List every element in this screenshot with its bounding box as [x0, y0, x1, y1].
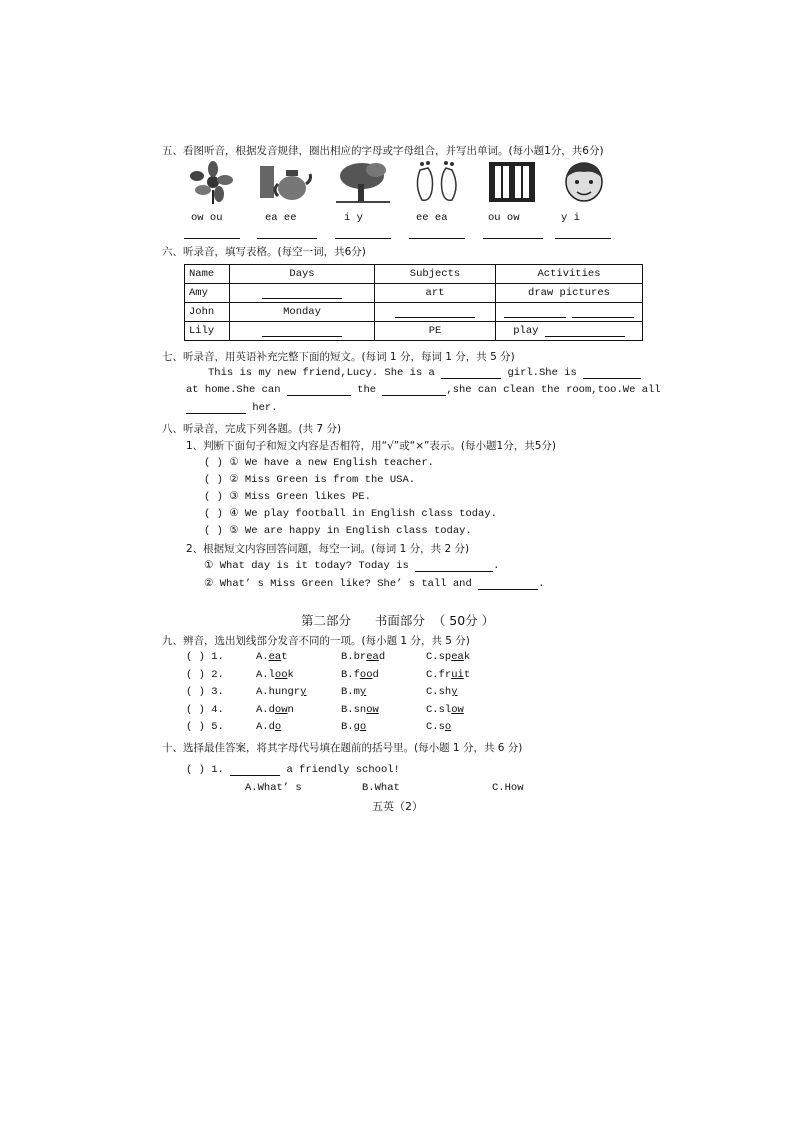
phonics-question-number[interactable]: ( ) 1.: [186, 651, 224, 663]
header-subjects: Subjects: [375, 265, 496, 284]
answer-line[interactable]: [483, 238, 543, 239]
phonics-option-b[interactable]: B.snow: [341, 704, 379, 716]
cell-day: Monday: [230, 303, 375, 322]
cell-activity: draw pictures: [496, 284, 643, 303]
option-tree: i y: [344, 212, 363, 224]
cell-blank[interactable]: [230, 284, 375, 303]
part-2-instruction: 2、根据短文内容回答问题，每空一词。(每词 1 分，共 2 分): [186, 543, 470, 555]
phonics-option-b[interactable]: B.my: [341, 686, 367, 698]
cell-name: Lily: [185, 322, 230, 341]
section-9-title: 九、辨音，选出划线部分发音不同的一项。(每小题 1 分，共 5 分): [162, 635, 470, 647]
info-table: [184, 264, 643, 341]
section-8-title: 八、听录音，完成下列各题。(共 7 分): [162, 423, 342, 435]
choice-option-a[interactable]: A.What’ s: [245, 782, 302, 794]
phonics-option-b[interactable]: B.food: [341, 669, 379, 681]
header-name: Name: [185, 265, 230, 284]
cell-subject: art: [375, 284, 496, 303]
header-days: Days: [230, 265, 375, 284]
judge-item[interactable]: ( ) ⑤ We are happy in English class today.: [204, 525, 472, 537]
section-5-title: 五、看图听音，根据发音规律，圈出相应的字母或字母组合，并写出单词。(每小题1分，共6分): [162, 145, 604, 157]
phonics-option-c[interactable]: C.speak: [426, 651, 471, 663]
child-face-icon: [557, 160, 611, 204]
tree-icon: [336, 160, 390, 204]
phonics-option-a[interactable]: A.eat: [256, 651, 288, 663]
phonics-option-a[interactable]: A.down: [256, 704, 294, 716]
passage-line-3: her.: [186, 402, 278, 414]
option-face: y i: [561, 212, 580, 224]
passage-line-1: This is my new friend,Lucy. She is a girl.She is: [208, 367, 641, 379]
feet-icon: [410, 160, 464, 204]
phonics-option-a[interactable]: A.look: [256, 669, 294, 681]
option-teapot: ea ee: [265, 212, 297, 224]
answer-question-2: ② What’ s Miss Green like? She’ s tall and .: [204, 578, 545, 590]
cell-subject: PE: [375, 322, 496, 341]
header-activities: Activities: [496, 265, 643, 284]
option-flower: ow ou: [191, 212, 223, 224]
part-2-heading: 第二部分 书面部分 （ 50分 ）: [301, 613, 495, 628]
phonics-option-a[interactable]: A.do: [256, 721, 282, 733]
part-1-instruction: 1、判断下面句子和短文内容是否相符，用“√”或“×”表示。(每小题1分，共5分): [186, 440, 556, 452]
choice-option-c[interactable]: C.How: [492, 782, 524, 794]
phonics-option-b[interactable]: B.go: [341, 721, 367, 733]
phonics-option-c[interactable]: C.shy: [426, 686, 458, 698]
choice-option-b[interactable]: B.What: [362, 782, 400, 794]
passage-line-2: at home.She can the ,she can clean the room,too.We all: [186, 384, 661, 396]
judge-item[interactable]: ( ) ① We have a new English teacher.: [204, 457, 434, 469]
phonics-question-number[interactable]: ( ) 5.: [186, 721, 224, 733]
page-footer: 五英（2）: [372, 800, 423, 813]
judge-item[interactable]: ( ) ② Miss Green is from the USA.: [204, 474, 416, 486]
section-10-title: 十、选择最佳答案，将其字母代号填在题前的括号里。(每小题 1 分，共 6 分): [162, 742, 523, 754]
section-6-title: 六、听录音，填写表格。(每空一词，共6分): [162, 246, 366, 258]
phonics-option-c[interactable]: C.slow: [426, 704, 464, 716]
cell-blank[interactable]: [230, 322, 375, 341]
cell-activity[interactable]: play: [496, 322, 643, 341]
cell-blank[interactable]: [496, 303, 643, 322]
phonics-option-c[interactable]: C.so: [426, 721, 452, 733]
phonics-option-c[interactable]: C.fruit: [426, 669, 471, 681]
flower-icon: [183, 160, 237, 204]
answer-line[interactable]: [409, 238, 465, 239]
phonics-question-number[interactable]: ( ) 2.: [186, 669, 224, 681]
phonics-option-a[interactable]: A.hungry: [256, 686, 307, 698]
teapot-icon: [258, 160, 312, 204]
answer-line[interactable]: [184, 238, 240, 239]
option-window: ou ow: [488, 212, 520, 224]
window-icon: [485, 160, 539, 204]
cell-blank[interactable]: [375, 303, 496, 322]
option-feet: ee ea: [416, 212, 448, 224]
answer-line[interactable]: [257, 238, 317, 239]
phonics-option-b[interactable]: B.bread: [341, 651, 386, 663]
phonics-question-number[interactable]: ( ) 3.: [186, 686, 224, 698]
answer-line[interactable]: [335, 238, 391, 239]
section-7-title: 七、听录音，用英语补充完整下面的短文。(每词 1 分，每词 1 分，共 5 分): [162, 351, 515, 363]
judge-item[interactable]: ( ) ④ We play football in English class today.: [204, 508, 497, 520]
judge-item[interactable]: ( ) ③ Miss Green likes PE.: [204, 491, 371, 503]
phonics-question-number[interactable]: ( ) 4.: [186, 704, 224, 716]
answer-line[interactable]: [555, 238, 611, 239]
choice-question-1: ( ) 1. a friendly school!: [186, 764, 400, 776]
cell-name: John: [185, 303, 230, 322]
cell-name: Amy: [185, 284, 230, 303]
answer-question-1: ① What day is it today? Today is .: [204, 560, 500, 572]
